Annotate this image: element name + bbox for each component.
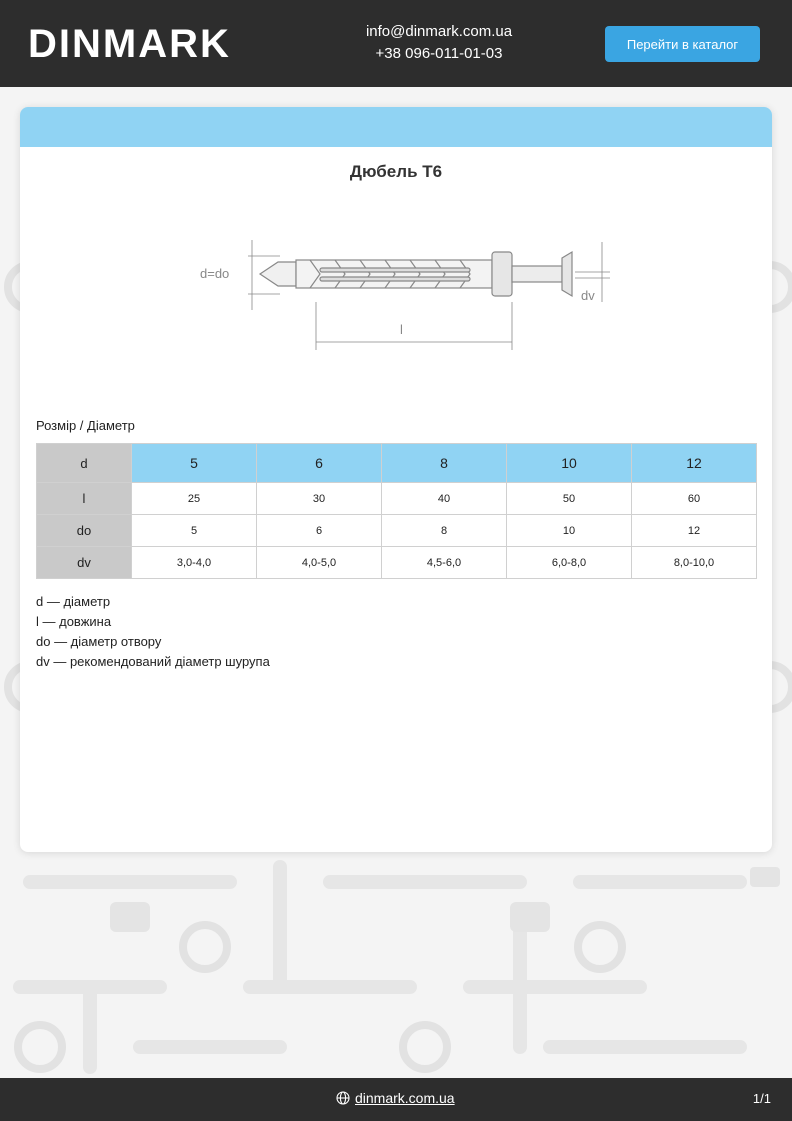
table-cell: 3,0-4,0 — [132, 547, 257, 579]
page-header — [0, 0, 792, 87]
row-label: do — [37, 515, 132, 547]
dowel-drawing — [170, 222, 610, 372]
legend-item: l — довжина — [36, 614, 112, 629]
table-cell: 8 — [382, 515, 507, 547]
table-cell: 4,5-6,0 — [382, 547, 507, 579]
contact-phone[interactable]: +38 096-011-01-03 — [375, 45, 503, 62]
table-cell: 6 — [257, 515, 382, 547]
column-header: 10 — [507, 444, 632, 483]
column-header: 8 — [382, 444, 507, 483]
legend-item: dv — рекомендований діаметр шурупа — [36, 654, 270, 669]
table-caption: Розмір / Діаметр — [36, 418, 135, 433]
site-link-text[interactable]: dinmark.com.ua — [355, 1090, 455, 1106]
globe-icon — [336, 1091, 350, 1105]
legend-item: do — діаметр отвору — [36, 634, 162, 649]
contact-info — [339, 21, 539, 65]
table-cell: 12 — [632, 515, 757, 547]
product-title: Дюбель Т6 — [349, 162, 443, 181]
drawing-label-dv: dv — [581, 288, 595, 303]
catalog-button[interactable]: Перейти в каталог — [605, 26, 760, 62]
table-cell: 8,0-10,0 — [632, 547, 757, 579]
table-row — [37, 547, 757, 579]
table-cell: 30 — [257, 483, 382, 515]
page-number: 1/1 — [752, 1091, 771, 1106]
table-header-row — [37, 444, 757, 483]
header-label: d — [37, 444, 132, 483]
page-footer — [0, 1078, 792, 1121]
logo-text: DINMARK — [28, 22, 231, 66]
table-cell: 60 — [632, 483, 757, 515]
size-table — [36, 443, 757, 579]
row-label: dv — [37, 547, 132, 579]
table-cell: 25 — [132, 483, 257, 515]
drawing-label-d: d=do — [200, 266, 230, 281]
table-row — [37, 483, 757, 515]
table-cell: 40 — [382, 483, 507, 515]
card-band — [20, 107, 772, 147]
column-header: 5 — [132, 444, 257, 483]
product-card — [20, 107, 772, 852]
table-cell: 6,0-8,0 — [507, 547, 632, 579]
site-link[interactable] — [336, 1090, 455, 1106]
table-cell: 10 — [507, 515, 632, 547]
legend — [36, 592, 270, 672]
contact-email[interactable]: info@dinmark.com.ua — [365, 23, 513, 40]
table-cell: 4,0-5,0 — [257, 547, 382, 579]
drawing-label-l: l — [400, 322, 403, 337]
table-cell: 5 — [132, 515, 257, 547]
dinmark-logo[interactable] — [28, 22, 278, 66]
column-header: 12 — [632, 444, 757, 483]
column-header: 6 — [257, 444, 382, 483]
table-row — [37, 515, 757, 547]
legend-item: d — діаметр — [36, 594, 111, 609]
table-cell: 50 — [507, 483, 632, 515]
row-label: l — [37, 483, 132, 515]
